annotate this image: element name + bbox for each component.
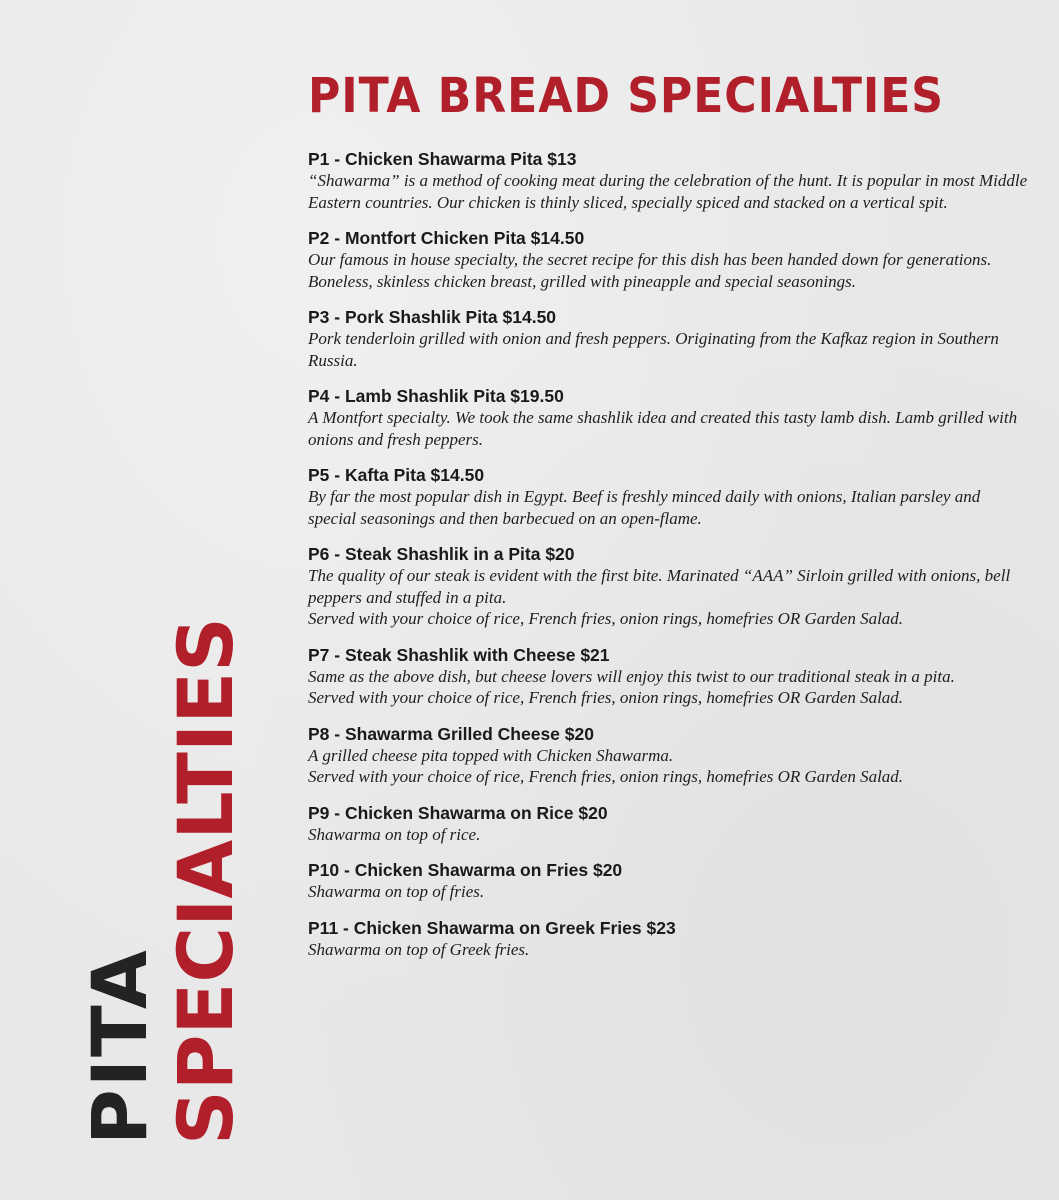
menu-item-p3 [308,306,1028,371]
side-title-line2: SPECIALTIES [161,617,250,1145]
menu-item-description: Shawarma on top of rice. [308,824,481,844]
menu-item-p7 [308,644,1028,709]
page-title: PITA BREAD SPECIALTIES [308,68,945,124]
menu-item-p9 [308,802,1028,846]
menu-item-p6 [308,543,1028,630]
menu-item-p1 [308,148,1028,213]
menu-item-served-note: Served with your choice of rice, French fries, onion rings, homefries OR Garden Salad. [308,609,904,628]
menu-item-description: A grilled cheese pita topped with Chicken Shawarma. [308,745,674,765]
menu-item-description: Pork tenderloin grilled with onion and fresh peppers. Originating from the Kafkaz region in Southern Russia. [308,329,999,370]
menu-item-p10 [308,859,1028,903]
menu-item-name: P8 - Shawarma Grilled Cheese $20 [308,723,594,744]
menu-item-name: P4 - Lamb Shashlik Pita $19.50 [308,386,564,406]
menu-item-description: Same as the above dish, but cheese lovers will enjoy this twist to our traditional steak in a pita. [308,666,955,686]
menu-item-p2 [308,227,1028,292]
menu-list [308,148,1028,960]
menu-item-description: “Shawarma” is a method of cooking meat during the celebration of the hunt. It is popular in most Middle Eastern countries. Our chicken is thinly sliced, specially spiced and stacked on a vertical spit. [308,171,1028,212]
menu-item-description: By far the most popular dish in Egypt. Beef is freshly minced daily with onions, Italian parsley and special seasonings and then barbecued on an open-flame. [308,487,981,528]
menu-item-p11 [308,917,1028,961]
menu-item-description: Shawarma on top of fries. [308,882,485,901]
menu-item-name: P10 - Chicken Shawarma on Fries $20 [308,860,623,880]
menu-item-name: P2 - Montfort Chicken Pita $14.50 [308,228,585,248]
menu-item-p5 [308,464,1028,529]
menu-item-p8 [308,723,1028,788]
side-title-line1: PITA [75,948,164,1145]
menu-item-name: P11 - Chicken Shawarma on Greek Fries $23 [308,917,676,938]
menu-item-name: P5 - Kafta Pita $14.50 [308,465,485,485]
menu-item-name: P1 - Chicken Shawarma Pita $13 [308,149,577,169]
menu-item-description: The quality of our steak is evident with the first bite. Marinated “AAA” Sirloin grilled with onions, bell peppers and stuffed in a pita. [308,566,1011,607]
menu-item-name: P9 - Chicken Shawarma on Rice $20 [308,802,608,823]
menu-item-description: Shawarma on top of Greek fries. [308,939,530,959]
side-title [75,560,252,1150]
menu-item-description: A Montfort specialty. We took the same shashlik idea and created this tasty lamb dish. Lamb grilled with onions and fresh peppers. [308,408,1018,449]
menu-item-description: Our famous in house specialty, the secret recipe for this dish has been handed down for generations. Boneless, skinless chicken breast, grilled with pineapple and special seasonings. [308,250,992,291]
menu-item-served-note: Served with your choice of rice, French fries, onion rings, homefries OR Garden Salad. [308,767,904,786]
menu-item-name: P3 - Pork Shashlik Pita $14.50 [308,307,557,327]
menu-item-served-note: Served with your choice of rice, French fries, onion rings, homefries OR Garden Salad. [308,688,904,707]
menu-item-name: P6 - Steak Shashlik in a Pita $20 [308,544,575,564]
menu-item-p4 [308,385,1028,450]
menu-item-name: P7 - Steak Shashlik with Cheese $21 [308,644,610,665]
